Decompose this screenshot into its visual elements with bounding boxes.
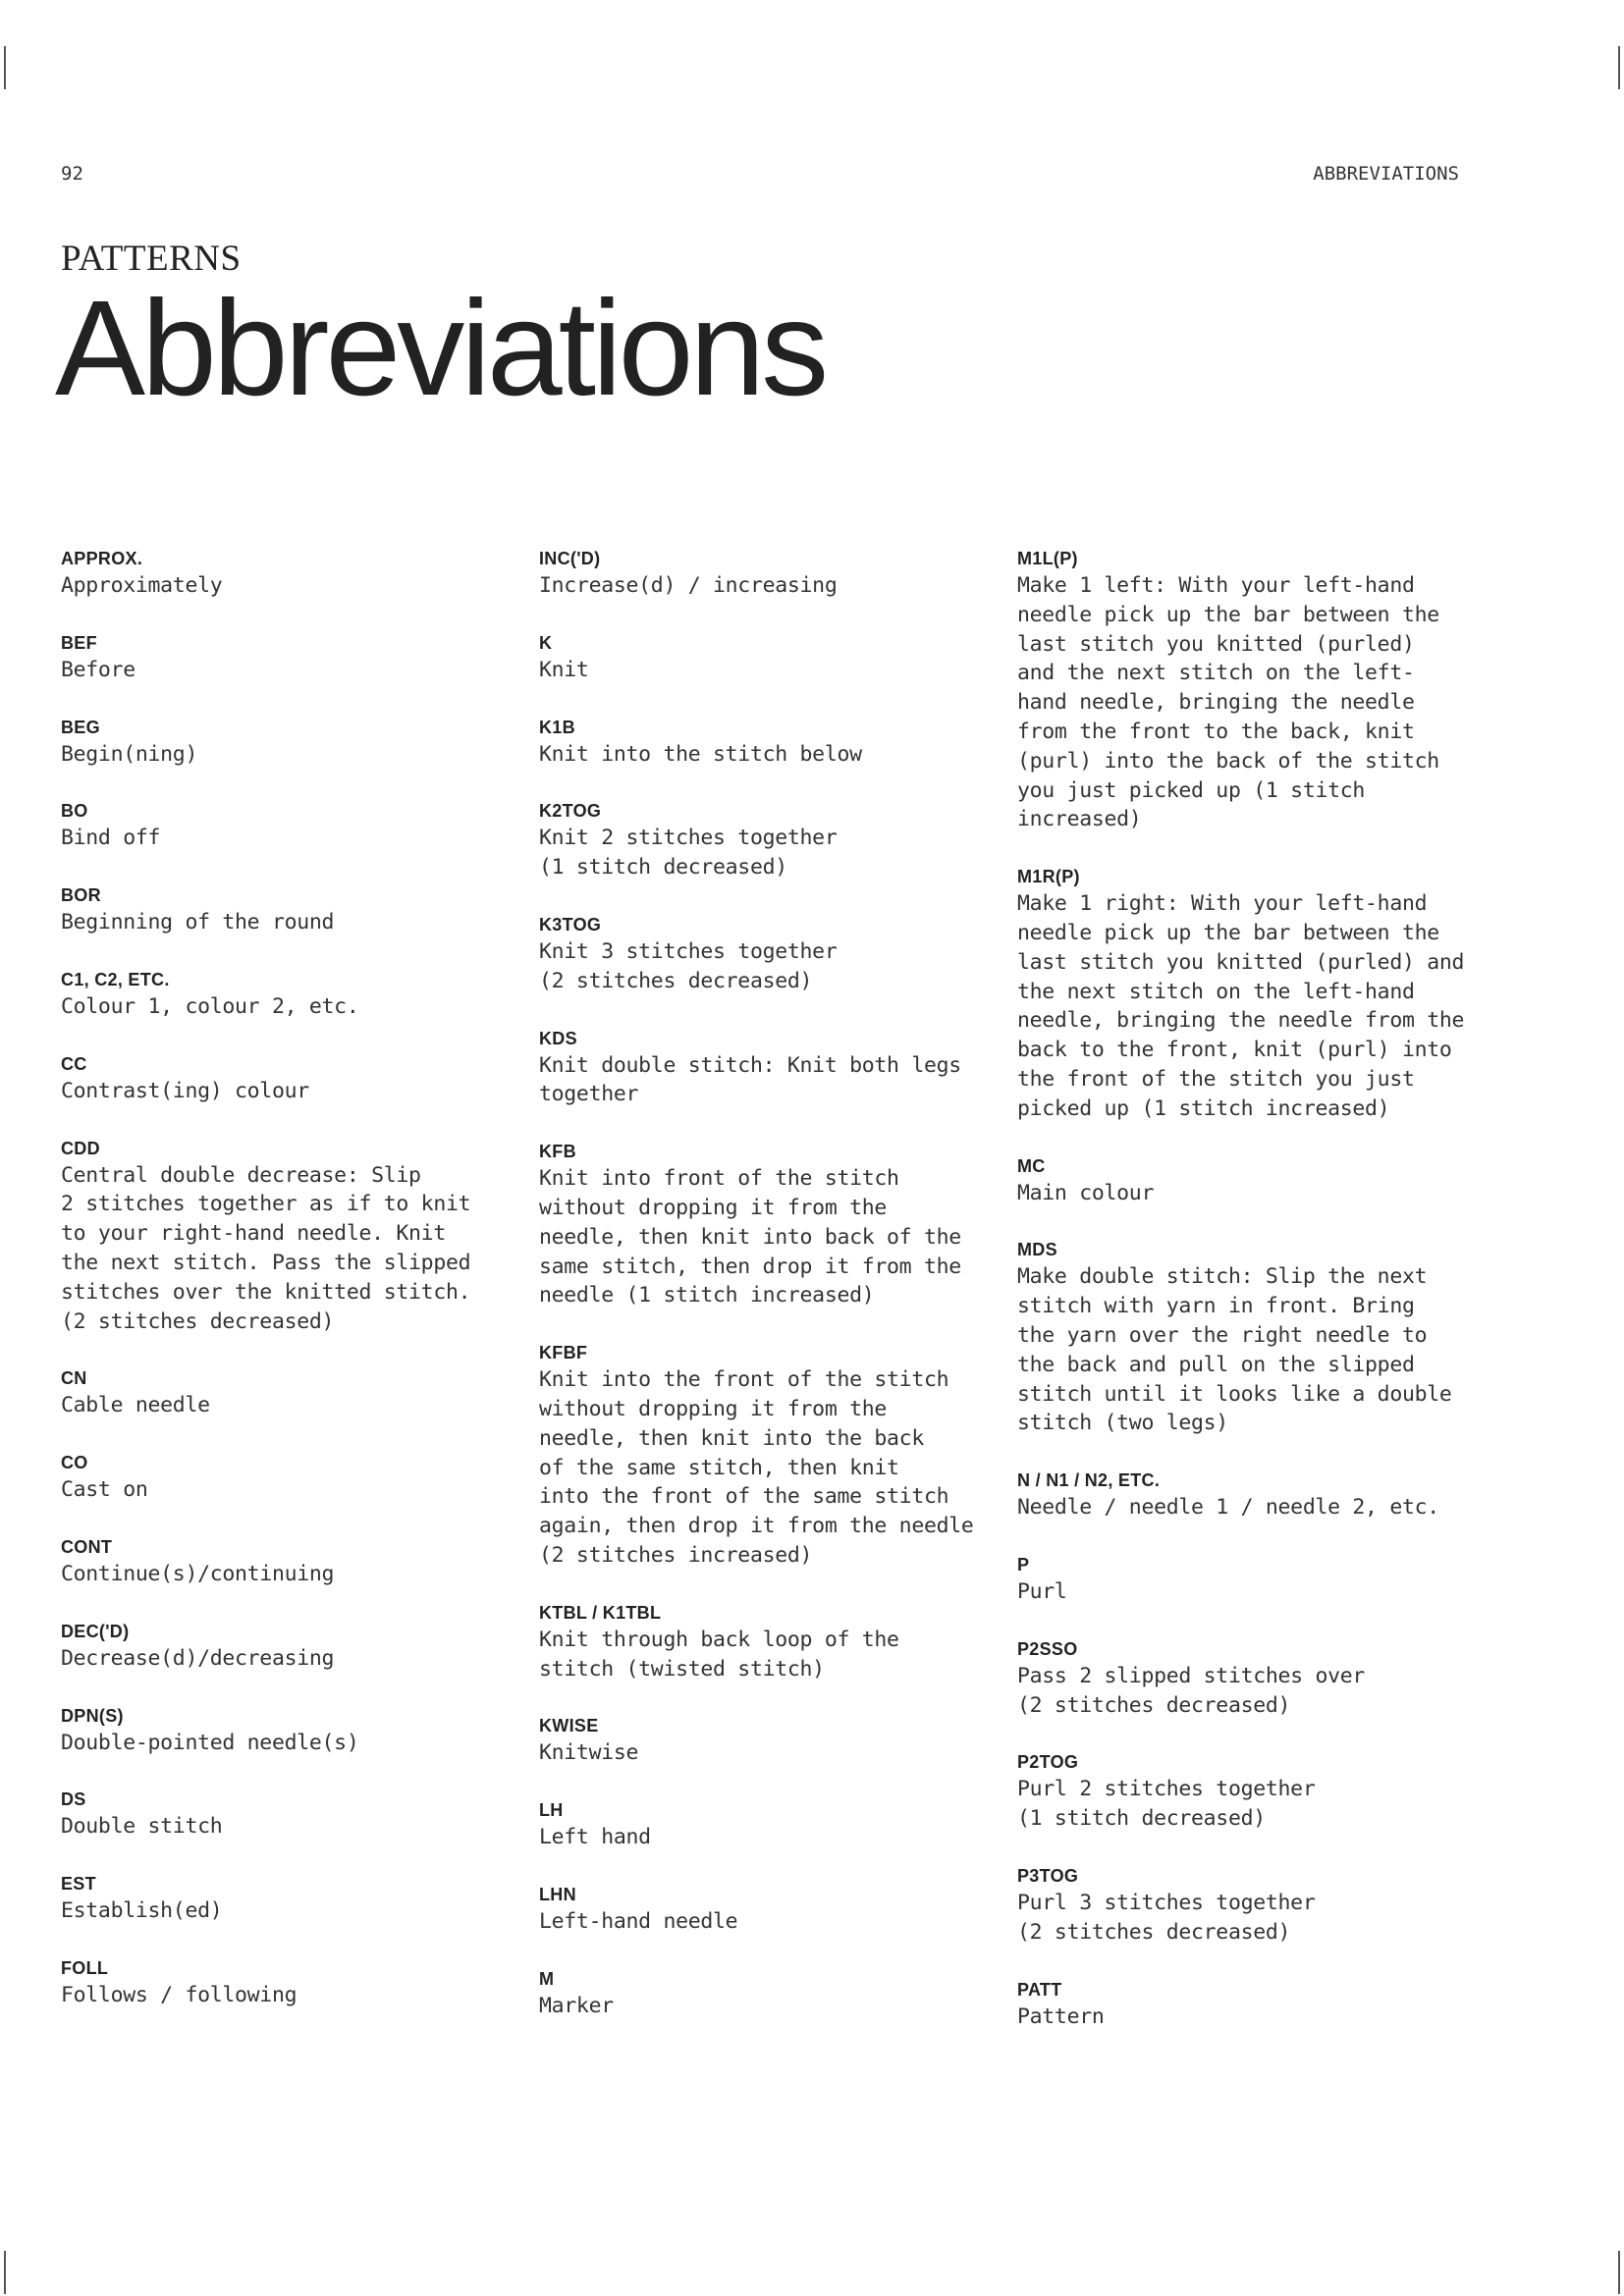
abbreviation-entry — [61, 1450, 513, 1505]
abbreviation-entry — [539, 630, 991, 685]
abbreviation-term: KWISE — [539, 1716, 599, 1736]
abbreviation-entry — [539, 1139, 991, 1310]
abbreviation-entry — [61, 798, 513, 853]
abbreviation-definition: Purl — [1017, 1578, 1067, 1604]
abbreviation-definition: Double-pointed needle(s) — [61, 1730, 359, 1755]
abbreviation-term: PATT — [1017, 1979, 1062, 2000]
section-label: PATTERNS — [61, 239, 242, 279]
abbreviation-definition: Purl 2 stitches together (1 stitch decreased) — [1017, 1777, 1316, 1832]
abbreviation-term: K2TOG — [539, 801, 602, 822]
abbreviation-term: M1L(P) — [1017, 549, 1078, 568]
abbreviation-column-2 — [539, 546, 991, 2051]
running-header — [61, 163, 1459, 185]
abbreviation-term: DPN(S) — [61, 1705, 124, 1726]
abbreviation-term: EST — [61, 1874, 96, 1895]
abbreviation-entry — [61, 630, 513, 685]
crop-mark-bottom-right — [1618, 2251, 1620, 2294]
abbreviation-definition: Contrast(ing) colour — [61, 1078, 309, 1103]
abbreviation-definition: Main colour — [1017, 1180, 1155, 1205]
abbreviation-entry — [539, 1882, 991, 1937]
abbreviation-definition: Cable needle — [61, 1393, 210, 1418]
abbreviation-entry — [61, 715, 513, 770]
abbreviation-entry — [1017, 1749, 1469, 1834]
abbreviation-definition: Knit into the front of the stitch without dropping it from the needle, then knit into the back of the same stitch, then knit into the front of the same stitch again, then drop it from the needle (2 stitches increased) — [539, 1367, 974, 1568]
crop-mark-top-right — [1618, 46, 1620, 89]
abbreviation-definition: Knitwise — [539, 1740, 639, 1766]
abbreviation-entry — [539, 798, 991, 882]
abbreviation-definition: Establish(ed) — [61, 1898, 223, 1924]
abbreviation-definition: Cast on — [61, 1477, 148, 1503]
abbreviation-entry — [61, 1619, 513, 1674]
abbreviation-term: FOLL — [61, 1957, 109, 1978]
abbreviation-term: P — [1017, 1554, 1030, 1575]
abbreviation-term: CDD — [61, 1138, 100, 1158]
abbreviation-entry — [61, 1787, 513, 1842]
abbreviation-definition: Before — [61, 657, 135, 682]
abbreviation-entry — [539, 546, 991, 601]
abbreviation-entry — [61, 1871, 513, 1926]
abbreviation-entry — [61, 1136, 513, 1337]
crop-mark-bottom-left — [4, 2251, 6, 2294]
abbreviation-definition: Decrease(d)/decreasing — [61, 1645, 335, 1671]
abbreviation-definition: Pass 2 slipped stitches over (2 stitches decreased) — [1017, 1663, 1366, 1718]
abbreviation-term: APPROX. — [61, 549, 143, 568]
abbreviation-term: CO — [61, 1453, 88, 1473]
abbreviation-entry — [61, 1703, 513, 1758]
abbreviation-definition: Approximately — [61, 573, 223, 598]
abbreviation-definition: Colour 1, colour 2, etc. — [61, 993, 359, 1019]
abbreviation-definition: Knit through back loop of the stitch (twisted stitch) — [539, 1627, 899, 1682]
abbreviation-entry — [539, 912, 991, 996]
abbreviation-term: KFB — [539, 1142, 576, 1162]
abbreviation-term: CONT — [61, 1536, 113, 1557]
abbreviation-entry — [539, 1713, 991, 1768]
abbreviation-definition: Knit — [539, 657, 589, 682]
abbreviation-column-3 — [1017, 546, 1469, 2060]
page-title: Abbreviations — [55, 273, 826, 424]
abbreviation-definition: Knit 3 stitches together (2 stitches decreased) — [539, 938, 838, 993]
abbreviation-definition: Bind off — [61, 826, 161, 851]
abbreviation-term: P2SSO — [1017, 1638, 1078, 1659]
abbreviation-term: KDS — [539, 1028, 577, 1048]
abbreviation-term: KFBF — [539, 1343, 588, 1363]
abbreviation-entry — [539, 1797, 991, 1852]
abbreviation-entry — [61, 1365, 513, 1420]
abbreviation-term: K3TOG — [539, 914, 602, 934]
abbreviation-entry — [61, 546, 513, 601]
abbreviation-definition: Knit 2 stitches together (1 stitch decreased) — [539, 826, 838, 881]
abbreviation-term: LHN — [539, 1884, 576, 1904]
abbreviation-term: LH — [539, 1800, 564, 1821]
abbreviation-entry — [539, 1026, 991, 1110]
abbreviation-term: BEG — [61, 717, 100, 737]
abbreviation-definition: Left-hand needle — [539, 1908, 738, 1934]
abbreviation-definition: Needle / needle 1 / needle 2, etc. — [1017, 1495, 1439, 1521]
abbreviation-term: M — [539, 1968, 555, 1989]
abbreviation-entry — [1017, 1237, 1469, 1438]
abbreviation-term: KTBL / K1TBL — [539, 1602, 662, 1623]
abbreviation-term: DEC('D) — [61, 1621, 130, 1641]
abbreviation-entry — [61, 1534, 513, 1589]
abbreviation-entry — [61, 1051, 513, 1106]
abbreviation-entry — [1017, 1636, 1469, 1721]
abbreviation-entry — [539, 1600, 991, 1684]
abbreviation-definition: Make 1 right: With your left-hand needle pick up the bar between the last stitch you knitted (purled) and the next stitch on the left-hand needle, bringing the needle from the back to the front, knit (purl) into the front of the stitch you just picked up (1 stitch increased) — [1017, 891, 1465, 1121]
abbreviation-definition: Continue(s)/continuing — [61, 1561, 335, 1586]
abbreviation-term: N / N1 / N2, ETC. — [1017, 1470, 1161, 1491]
abbreviation-term: M1R(P) — [1017, 867, 1080, 887]
abbreviation-term: BEF — [61, 632, 97, 653]
page-number: 92 — [61, 163, 83, 185]
abbreviation-entry — [1017, 1552, 1469, 1607]
abbreviation-term: K — [539, 632, 553, 653]
abbreviation-entry — [539, 1340, 991, 1571]
abbreviation-definition: Follows / following — [61, 1982, 298, 2007]
abbreviation-definition: Purl 3 stitches together (2 stitches decreased) — [1017, 1890, 1316, 1945]
abbreviation-entry — [1017, 1977, 1469, 2032]
abbreviation-term: P2TOG — [1017, 1752, 1079, 1773]
abbreviation-term: P3TOG — [1017, 1865, 1079, 1886]
abbreviation-definition: Pattern — [1017, 2003, 1105, 2029]
abbreviation-definition: Knit into front of the stitch without dropping it from the needle, then knit into back of the same stitch, then drop it from the needle (1 stitch increased) — [539, 1166, 961, 1308]
abbreviation-definition: Beginning of the round — [61, 910, 335, 935]
abbreviation-term: BOR — [61, 885, 101, 906]
abbreviation-term: MC — [1017, 1155, 1046, 1176]
abbreviation-definition: Make double stitch: Slip the next stitch with yarn in front. Bring the yarn over the right needle to the back and pull on the slipped stitch until it looks like a double stitch (two legs) — [1017, 1264, 1452, 1436]
crop-mark-top-left — [4, 46, 6, 89]
abbreviation-definition: Knit into the stitch below — [539, 741, 862, 767]
abbreviation-entry — [1017, 864, 1469, 1123]
abbreviation-entry — [1017, 1153, 1469, 1208]
abbreviation-term: INC('D) — [539, 549, 601, 568]
abbreviation-term: CN — [61, 1368, 87, 1389]
abbreviation-term: MDS — [1017, 1240, 1057, 1260]
abbreviation-entry — [539, 715, 991, 770]
abbreviation-definition: Increase(d) / increasing — [539, 573, 838, 598]
abbreviation-definition: Knit double stitch: Knit both legs together — [539, 1052, 961, 1107]
abbreviation-definition: Left hand — [539, 1825, 651, 1850]
abbreviation-entry — [61, 967, 513, 1022]
abbreviation-definition: Make 1 left: With your left-hand needle pick up the bar between the last stitch you knitted (purled) and the next stitch on the left- hand needle, bringing the needle from the front to the back, knit (purl) into the back of the stitch you just picked up (1 stitch increased) — [1017, 573, 1439, 832]
abbreviation-term: DS — [61, 1789, 86, 1810]
abbreviation-definition: Begin(ning) — [61, 741, 198, 767]
running-title: ABBREVIATIONS — [1313, 163, 1459, 185]
abbreviation-entry — [61, 1955, 513, 2010]
abbreviation-term: BO — [61, 801, 88, 822]
abbreviation-column-1 — [61, 546, 513, 2040]
abbreviation-definition: Central double decrease: Slip 2 stitches together as if to knit to your right-hand needle. Knit the next stitch. Pass the slipped stitches over the knitted stitch. (2 stitches decreased) — [61, 1162, 471, 1334]
abbreviation-term: K1B — [539, 717, 575, 737]
abbreviation-term: CC — [61, 1053, 87, 1074]
abbreviation-entry — [1017, 1468, 1469, 1522]
abbreviation-definition: Marker — [539, 1993, 614, 2018]
abbreviation-definition: Double stitch — [61, 1814, 223, 1840]
abbreviation-entry — [539, 1966, 991, 2021]
abbreviation-entry — [1017, 1863, 1469, 1948]
abbreviation-entry — [1017, 546, 1469, 834]
abbreviation-term: C1, C2, ETC. — [61, 969, 170, 989]
abbreviation-entry — [61, 882, 513, 937]
